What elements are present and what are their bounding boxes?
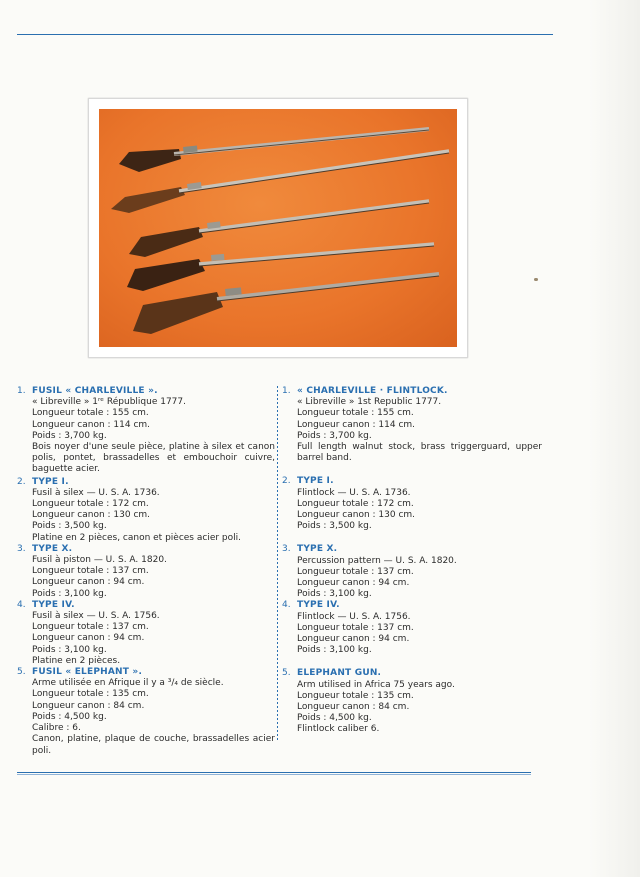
item-line: Longueur totale : 137 cm. (297, 566, 414, 577)
rifle-5-image (133, 274, 439, 334)
item-line: Poids : 4,500 kg. (297, 713, 372, 724)
item-line: Fusil à silex — U. S. A. 1756. (32, 611, 160, 622)
item-title: TYPE X. (297, 544, 338, 555)
column-divider (277, 386, 278, 740)
item-line: Poids : 3,100 kg. (32, 644, 107, 655)
item-line: Longueur totale : 155 cm. (297, 408, 414, 419)
item-number: 1. (17, 386, 26, 396)
item-line: Longueur canon : 114 cm. (297, 419, 416, 430)
item-line: Poids : 3,700 kg. (32, 430, 107, 441)
item-line: Longueur canon : 94 cm. (297, 634, 410, 645)
item-title: FUSIL « ELEPHANT ». (32, 667, 143, 678)
rifles-photo-frame (88, 98, 468, 358)
list-item-en-2 (282, 476, 542, 532)
item-line: Longueur totale : 137 cm. (297, 622, 414, 633)
item-line: Longueur canon : 130 cm. (297, 510, 416, 521)
item-line: Longueur canon : 130 cm. (32, 510, 151, 521)
item-line: Longueur canon : 84 cm. (297, 702, 410, 713)
item-line: Longueur totale : 172 cm. (297, 498, 414, 509)
item-line: Longueur canon : 114 cm. (32, 419, 151, 430)
list-item-fr-4 (17, 600, 275, 667)
item-number: 2. (282, 476, 291, 487)
item-line: Bois noyer d'une seule pièce, platine à silex et canon polis, pontet, brassadelles et embouchoir cuivre, baguette acier. (32, 442, 275, 475)
item-title: TYPE IV. (297, 600, 340, 611)
item-number: 5. (17, 667, 26, 678)
item-line: Full length walnut stock, brass triggerguard, upper barrel band. (297, 442, 542, 464)
item-line: Longueur totale : 172 cm. (32, 499, 149, 510)
item-line: Flintlock — U. S. A. 1736. (297, 487, 411, 498)
list-item-fr-2 (17, 477, 275, 544)
item-line: Fusil à piston — U. S. A. 1820. (32, 555, 167, 566)
item-number: 3. (17, 543, 26, 554)
item-line: Poids : 3,700 kg. (297, 430, 372, 441)
item-number: 3. (282, 544, 291, 555)
list-item-en-3 (282, 544, 542, 600)
item-line: Arm utilised in Africa 75 years ago. (297, 679, 455, 690)
list-item-en-5 (282, 668, 542, 735)
item-line: Longueur totale : 155 cm. (32, 408, 149, 419)
item-line: Calibre : 6. (32, 723, 81, 734)
item-title: FUSIL « CHARLEVILLE ». (32, 386, 158, 396)
item-line: Flintlock caliber 6. (297, 724, 380, 735)
item-line: Poids : 3,100 kg. (297, 589, 372, 600)
list-item-en-4 (282, 600, 542, 656)
item-number: 4. (17, 599, 26, 610)
item-line: Longueur canon : 94 cm. (32, 577, 145, 588)
rifles-photo (99, 109, 457, 347)
item-line: Longueur totale : 135 cm. (297, 690, 414, 701)
rifle-4-image (127, 244, 434, 291)
bottom-rule-secondary (17, 774, 531, 775)
item-line: Flintlock — U. S. A. 1756. (297, 611, 411, 622)
item-line: Poids : 3,500 kg. (32, 521, 107, 532)
rifle-1-image (119, 129, 429, 172)
item-line: Platine en 2 pièces, canon et pièces acier poli. (32, 532, 242, 543)
item-line: « Libreville » 1ʳᵉ République 1777. (32, 397, 186, 408)
item-line: Fusil à silex — U. S. A. 1736. (32, 487, 160, 498)
top-rule (17, 34, 553, 35)
list-item-fr-5 (17, 667, 275, 757)
list-item-en-1 (282, 386, 542, 464)
item-line: Platine en 2 pièces. (32, 655, 121, 666)
list-item-fr-3 (17, 544, 275, 600)
item-line: Poids : 3,100 kg. (32, 588, 107, 599)
bottom-rule (17, 772, 531, 773)
item-line: Poids : 3,100 kg. (297, 645, 372, 656)
item-line: Percussion pattern — U. S. A. 1820. (297, 555, 457, 566)
item-number: 2. (17, 476, 26, 487)
item-line: Longueur totale : 137 cm. (32, 622, 149, 633)
paper-speck (534, 278, 538, 281)
item-number: 1. (282, 386, 291, 396)
item-line: Poids : 3,500 kg. (297, 521, 372, 532)
french-descriptions (17, 386, 275, 757)
item-line: Longueur totale : 137 cm. (32, 566, 149, 577)
english-descriptions (282, 386, 542, 736)
item-line: Arme utilisée en Afrique il y a ³/₄ de siècle. (32, 678, 224, 689)
item-title: ELEPHANT GUN. (297, 668, 382, 679)
rifles-illustration (99, 109, 457, 347)
item-line: Canon, platine, plaque de couche, brassadelles acier poli. (32, 734, 275, 756)
item-number: 4. (282, 600, 291, 611)
list-item-fr-1 (17, 386, 275, 476)
item-title: TYPE X. (32, 543, 73, 554)
item-line: Longueur canon : 94 cm. (297, 578, 410, 589)
item-line: Longueur canon : 94 cm. (32, 633, 145, 644)
item-line: Longueur canon : 84 cm. (32, 700, 145, 711)
item-line: Longueur totale : 135 cm. (32, 689, 149, 700)
item-title: TYPE I. (297, 476, 334, 487)
item-title: « CHARLEVILLE · FLINTLOCK. (297, 386, 448, 396)
item-number: 5. (282, 668, 291, 679)
item-line: « Libreville » 1st Republic 1777. (297, 397, 442, 408)
item-title: TYPE I. (32, 476, 69, 487)
item-title: TYPE IV. (32, 599, 75, 610)
item-line: Poids : 4,500 kg. (32, 711, 107, 722)
